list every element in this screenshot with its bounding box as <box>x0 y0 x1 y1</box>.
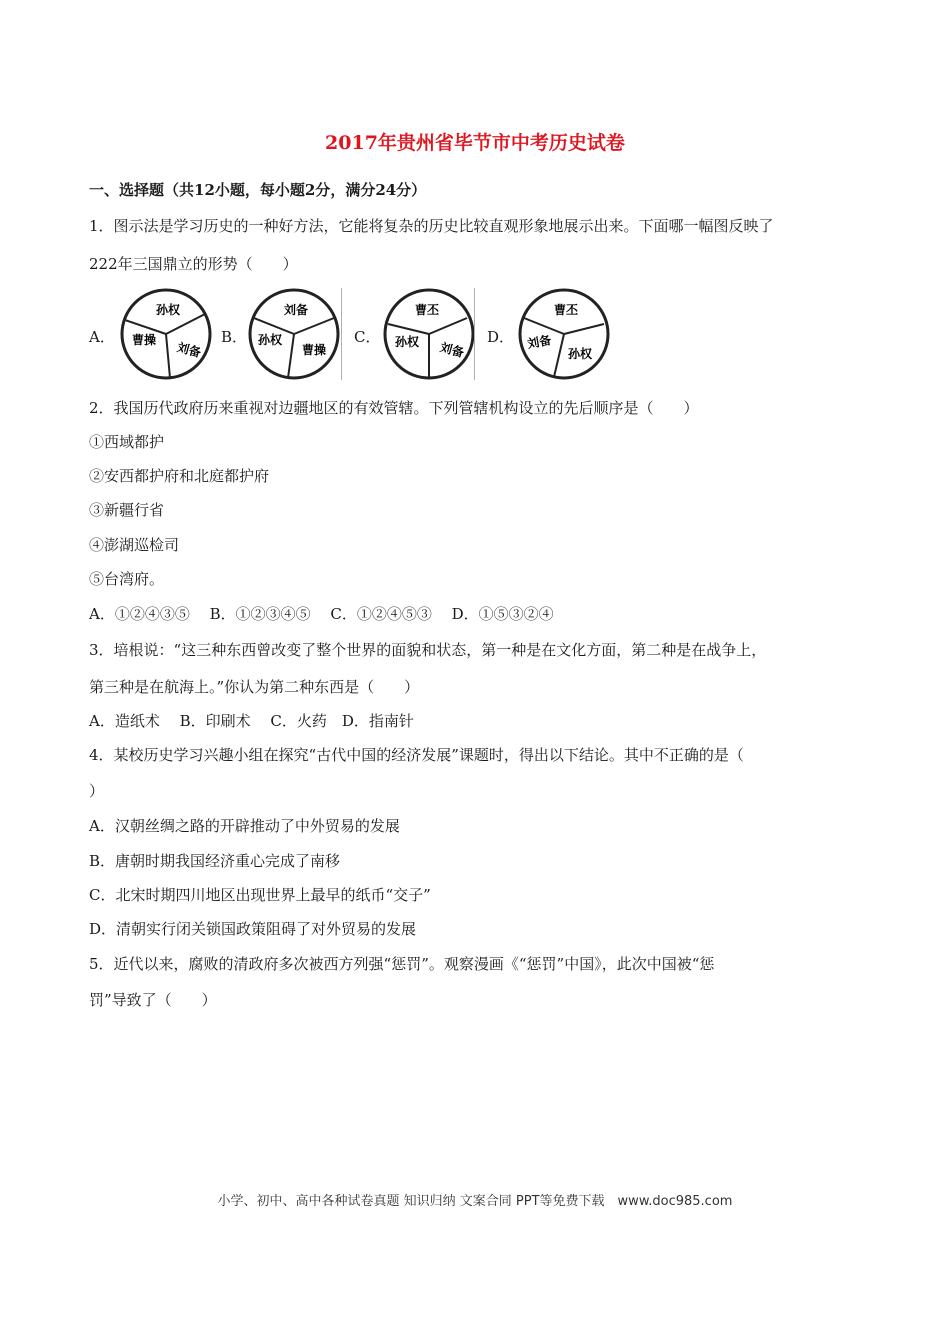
separator <box>474 288 475 380</box>
q4-option: C．北宋时期四川地区出现世界上最早的纸币“交子” <box>89 886 431 904</box>
q1-option-a-right-label: 刘备 <box>175 340 203 361</box>
q1-option-d-label: D． <box>487 328 515 346</box>
q1-option-d-left-label: 刘备 <box>526 333 553 352</box>
page-title: 2017年贵州省毕节市中考历史试卷 <box>325 132 625 154</box>
q4-option: A．汉朝丝绸之路的开辟推动了中外贸易的发展 <box>89 817 400 835</box>
q1-option-b-left-label: 孙权 <box>257 333 283 347</box>
q1-option-b-pie-icon <box>244 284 344 384</box>
q1-option-b-top-label: 刘备 <box>283 303 309 317</box>
q1-option-d-pie-icon <box>514 284 614 384</box>
q3-stem-line1: 3．培根说：“这三种东西曾改变了整个世界的面貌和状态，第一种是在文化方面，第二种是在战争上， <box>89 641 767 659</box>
q1-option-c-left-label: 孙权 <box>394 335 420 349</box>
q2-item: ⑤台湾府。 <box>89 570 165 588</box>
separator <box>341 288 342 380</box>
q4-option: B．唐朝时期我国经济重心完成了南移 <box>89 852 341 870</box>
q1-option-b-label: B． <box>221 328 248 346</box>
q3-options: A．造纸术 B．印刷术 C．火药 D．指南针 <box>89 712 414 730</box>
q1-option-a-left-label: 曹操 <box>131 333 157 347</box>
q5-stem-line2: 罚”导致了（ ） <box>89 991 217 1009</box>
q1-option-c-top-label: 曹丕 <box>414 303 440 317</box>
q1-option-a-top-label: 孙权 <box>155 303 181 317</box>
q1-option-c-pie-icon <box>379 284 479 384</box>
q4-stem-line2: ） <box>89 782 105 800</box>
q4-stem-line1: 4．某校历史学习兴趣小组在探究“古代中国的经济发展”课题时，得出以下结论。其中不正确的是（ <box>89 746 744 764</box>
q2-item: ④澎湖巡检司 <box>89 536 180 554</box>
q5-stem-line1: 5．近代以来，腐败的清政府多次被西方列强“惩罚”。观察漫画《“惩罚”中国》，此次中国被“惩 <box>89 955 715 973</box>
q1-option-a-label: A． <box>89 328 115 346</box>
footer-text: 小学、初中、高中各种试卷真题 知识归纳 文案合同 PPT等免费下载 www.doc985.com <box>217 1194 733 1209</box>
q1-option-a-pie-icon <box>116 284 216 384</box>
q1-option-d-right-label: 孙权 <box>567 347 593 361</box>
section-heading: 一、选择题（共12小题，每小题2分，满分24分） <box>89 181 427 199</box>
q1-option-d-top-label: 曹丕 <box>553 303 579 317</box>
q2-item: ①西域都护 <box>89 433 165 451</box>
q2-item: ②安西都护府和北庭都护府 <box>89 467 270 485</box>
q1-option-c-label: C． <box>354 328 381 346</box>
q1-options <box>89 284 649 384</box>
q2-options: A．①②④③⑤ B．①②③④⑤ C．①②④⑤③ D．①⑤③②④ <box>89 605 554 623</box>
q1-stem-line2: 222年三国鼎立的形势（ ） <box>89 255 298 273</box>
q1-option-c-right-label: 刘备 <box>438 340 466 361</box>
q1-option-b-right-label: 曹操 <box>301 343 327 357</box>
q4-option: D．清朝实行闭关锁国政策阻碍了对外贸易的发展 <box>89 920 417 938</box>
q2-stem: 2．我国历代政府历来重视对边疆地区的有效管辖。下列管辖机构设立的先后顺序是（ ） <box>89 399 699 417</box>
q3-stem-line2: 第三种是在航海上。”你认为第二种东西是（ ） <box>89 678 420 696</box>
q1-stem-line1: 1．图示法是学习历史的一种好方法，它能将复杂的历史比较直观形象地展示出来。下面哪一幅图反映了 <box>89 217 774 235</box>
q2-item: ③新疆行省 <box>89 501 165 519</box>
